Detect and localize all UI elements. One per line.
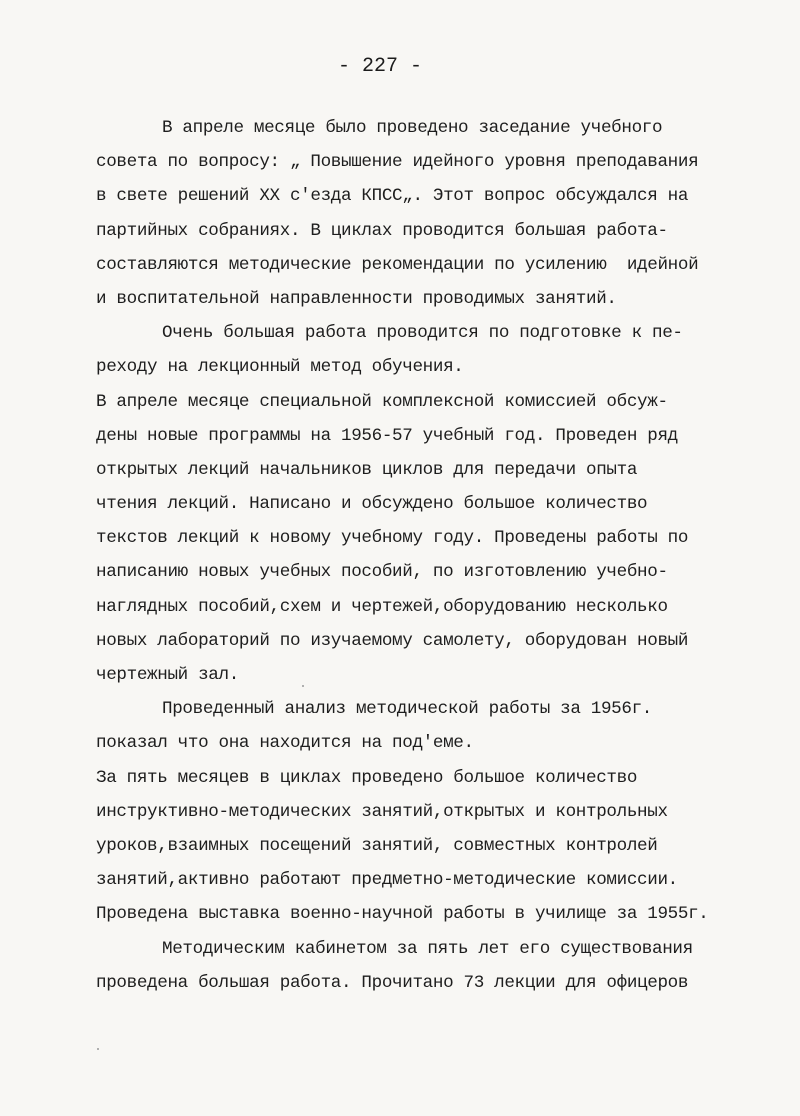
text-line: наглядных пособий,схем и чертежей,оборудованию несколько <box>96 596 668 617</box>
text-line: Очень большая работа проводится по подготовке к пе- <box>162 323 683 344</box>
text-line: текстов лекций к новому учебному году. Проведены работы по <box>96 528 689 549</box>
text-line: дены новые программы на 1956-57 учебный год. Проведен ряд <box>96 425 678 446</box>
text-line: В апреле месяце специальной комплексной комиссией обсуж- <box>96 391 668 412</box>
text-line: занятий,активно работают предметно-методические комиссии. <box>96 870 678 891</box>
text-line: Проведенный анализ методической работы за 1956г. <box>162 699 652 720</box>
text-line: в свете решений XX с'езда КПСС„. Этот вопрос обсуждался на <box>96 186 689 207</box>
text-line: написанию новых учебных пособий, по изготовлению учебно- <box>96 562 668 583</box>
body-text <box>96 111 796 1000</box>
text-line: составляются методические рекомендации по усилению идейной <box>96 254 699 275</box>
text-line: новых лабораторий по изучаемому самолету, оборудован новый <box>96 630 689 651</box>
text-line: чтения лекций. Написано и обсуждено большое количество <box>96 494 648 515</box>
text-line: Методическим кабинетом за пять лет его существования <box>162 938 693 959</box>
stray-ink-dot <box>302 685 304 687</box>
text-line: открытых лекций начальников циклов для передачи опыта <box>96 459 638 480</box>
text-line: показал что она находится на под'еме. <box>96 733 474 754</box>
text-line: совета по вопросу: „ Повышение идейного уровня преподавания <box>96 152 699 173</box>
text-line: чертежный зал. <box>96 665 239 685</box>
text-line: партийных собраниях. В циклах проводится большая работа- <box>96 220 668 241</box>
stray-ink-dot <box>97 1048 99 1050</box>
text-line: Проведена выставка военно-научной работы в училище за 1955г. <box>96 904 709 925</box>
text-line: инструктивно-методических занятий,открытых и контрольных <box>96 801 668 822</box>
text-line: реходу на лекционный метод обучения. <box>96 357 464 378</box>
text-line: За пять месяцев в циклах проведено большое количество <box>96 767 638 788</box>
text-line: В апреле месяце было проведено заседание учебного <box>162 118 663 138</box>
text-line: уроков,взаимных посещений занятий, совместных контролей <box>96 835 658 856</box>
text-line: проведена большая работа. Прочитано 73 лекции для офицеров <box>96 972 689 993</box>
page-number: - 227 - <box>337 55 422 78</box>
text-line: и воспитательной направленности проводимых занятий. <box>96 288 617 309</box>
